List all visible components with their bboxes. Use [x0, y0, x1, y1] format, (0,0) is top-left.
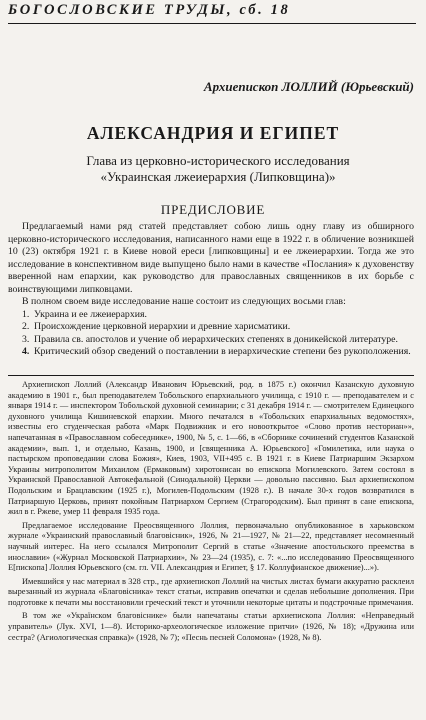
- list-item: 4. Критический обзор сведений о поставлении в иерархические степени без рукоположения.: [22, 346, 411, 357]
- section-heading: ПРЕДИСЛОВИЕ: [160, 202, 266, 217]
- footnote-rule: [8, 375, 414, 376]
- footnotes: [8, 380, 414, 646]
- article-subtitle: [20, 153, 416, 185]
- list-item: 2. Происхождение церковной иерархии и древние харисматики.: [22, 321, 291, 332]
- footnote-paragraph: Имевшийся у нас материал в 328 стр., где архиепископ Лоллий на чистых листах бумаги аккуратно расклеил вырезанный из журнала «Благовiсника» текст статьи, исправив опечатки и сделав небольшие дополнения. При подготовке к печати мы восстановили греческий текст и уточнили некоторые цитаты и подстрочные примечания.: [8, 576, 414, 607]
- list-item: 1. Украина и ее лжеиерархия.: [22, 308, 147, 320]
- paragraph-1: Предлагаемый нами ряд статей представляет собою лишь одну главу из обширного церковно-исторического исследования, написанного нами еще в 1922 г. в обличение возникшей 10 (23) октября 1921 г. в Киеве новой ереси [липковщины] и ее лжеиерархии. Тогда же это исследование в конспективном виде выпущено было нами в качестве «Послания» к духовенству вверенной нам епархии, как руководство для православных священников в их борьбе с воинствующими липковцами.: [8, 221, 414, 295]
- main-text: [8, 221, 414, 359]
- footnote-paragraph: В том же «Украïнском благовiснике» были напечатаны статьи архиепископа Лоллия: «Неправедный управитель» (Лук. XVI, 1—8). Историко-археологическое изложение притчи» (1926, № 18); «Дружина или сестра? (Агиологическая справка)» (1928, № 7); «Песнь песней Соломона» (1928, № 8).: [8, 611, 414, 642]
- header-rule: [8, 23, 416, 24]
- paragraph-2: В полном своем виде исследование наше состоит из следующих восьми глав:: [22, 296, 346, 307]
- article-title: АЛЕКСАНДРИЯ И ЕГИПЕТ: [86, 123, 340, 143]
- list-item: 3. Правила св. апостолов и учение об иерархических степенях в доникейской литературе.: [22, 333, 398, 345]
- author-line: Архиепископ ЛОЛЛИЙ (Юрьевский): [203, 79, 414, 94]
- subtitle-line-1: Глава из церковно-исторического исследования: [86, 153, 350, 168]
- chapter-list: [8, 309, 414, 359]
- footnote-paragraph: Архиепископ Лоллий (Александр Иванович Юрьевский, род. в 1875 г.) окончил Казанскую духовную академию в 1901 г., был преподавателем Тобольского епархиального училища, с 1910 г. — преподавателем и с января 1914 г. — инспектором Тобольской духовной семинарии; с 31 декабря 1914 г. — смотрителем Единецкого духовного училища Кишиневской епархии. Много печатался в «Тобольских епархиальных ведомостях», известны его студенческая работа «Марк Подвижник и его новооткрытое «Слово против несториан»», напечатанная в «Православном собеседнике», 1900, № 5, с. 1—66, в «Сборнике сочинений студентов Казанской академии», вып. 1, и отдельно, Казань, 1900, и [священника А. Юрьевского] «Гомилетика, или наука о пастырском проповедании слова Божия», Киев, 1903, VII+495 с. В 1921 г. в Киеве Патриаршим Экзархом Украины митрополитом Михаилом (Ермаковым) хиротонисан во епископа Могилевского. Затем состоял в Украинской Православной Автокефальной (Синодальной) Церкви — довольно пассивно. Был архиепископом Подольским и Брацлавским (1925 г.), Могилев-Подольским (1928 г.). В начале 30-х годов возвратился в Патриаршую Церковь, принят покойным Патриархом Сергием (Страгородским). Был принят в сане епископа, жил в г. Ржеве, умер 11 февраля 1935 года.: [8, 380, 414, 517]
- running-head: БОГОСЛОВСКИЕ ТРУДЫ, сб. 18: [8, 2, 291, 18]
- subtitle-line-2: «Украинская лжеиерархия (Липковщина)»: [100, 169, 336, 184]
- footnote-paragraph: Предлагаемое исследование Преосвященного Лоллия, первоначально опубликованное в харьковском журнале «Украинский православный благовiсник», 1926, № 21—1927, № 21—22, представляет несомненный научный интерес. На него ссылался Митрополит Сергий в статье «Значение апостольского преемства в инославии» («Журнал Московской Патриархии», № 23—24 (1935), с. 7: «...по исследованию Преосвященного Е[пископа] Лоллия Юрьевского (см. гл. VII. Александрия и Египет, § 17. Коллуфианское движение)...»).: [8, 520, 414, 573]
